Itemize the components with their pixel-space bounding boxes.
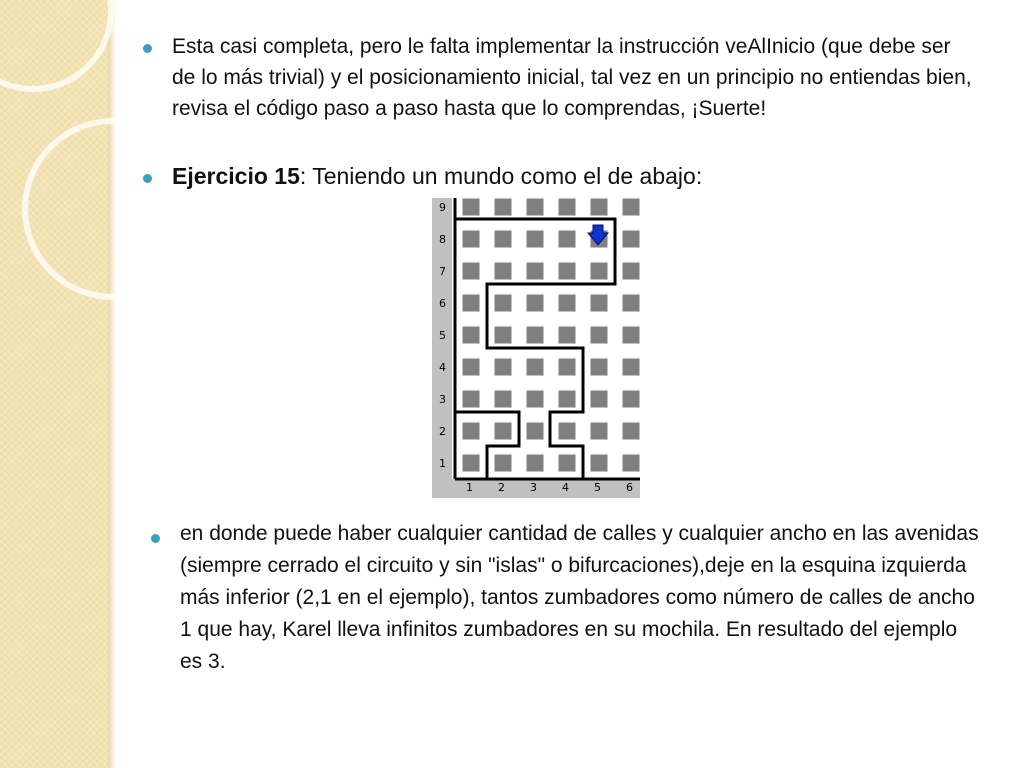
world-area	[452, 198, 640, 479]
world-block	[495, 391, 512, 408]
paragraph-2	[172, 161, 972, 192]
world-block	[623, 295, 640, 312]
world-block	[623, 455, 640, 472]
col-label: 5	[594, 481, 601, 494]
world-block	[591, 327, 608, 344]
paragraph-1	[172, 31, 972, 124]
col-label: 4	[562, 481, 569, 494]
row-label: 6	[439, 297, 446, 310]
world-block	[623, 423, 640, 440]
world-block	[623, 327, 640, 344]
world-block	[463, 359, 480, 376]
world-block	[591, 263, 608, 280]
world-block	[463, 391, 480, 408]
row-label: 7	[439, 265, 446, 278]
world-block	[527, 327, 544, 344]
bullet-1	[143, 44, 152, 53]
world-block	[559, 231, 576, 248]
col-label: 2	[498, 481, 505, 494]
world-block	[495, 327, 512, 344]
row-label: 5	[439, 329, 446, 342]
col-label: 1	[466, 481, 473, 494]
world-block	[559, 391, 576, 408]
karel-world-figure	[432, 198, 640, 498]
decorative-sidebar	[0, 0, 113, 768]
world-block	[559, 423, 576, 440]
world-block	[527, 359, 544, 376]
world-block	[495, 455, 512, 472]
world-block	[463, 455, 480, 472]
world-block	[623, 199, 640, 216]
world-block	[623, 391, 640, 408]
row-label: 3	[439, 393, 446, 406]
world-block	[463, 295, 480, 312]
world-block	[559, 327, 576, 344]
paragraph-3	[180, 518, 980, 678]
world-block	[591, 455, 608, 472]
world-block	[495, 295, 512, 312]
world-block	[527, 423, 544, 440]
row-label: 4	[439, 361, 446, 374]
world-block	[559, 359, 576, 376]
bullet-3	[151, 534, 160, 543]
world-block	[591, 423, 608, 440]
row-label: 2	[439, 425, 446, 438]
world-block	[591, 391, 608, 408]
world-block	[623, 231, 640, 248]
world-block	[463, 423, 480, 440]
world-block	[495, 359, 512, 376]
world-block	[527, 231, 544, 248]
world-block	[527, 391, 544, 408]
world-block	[559, 455, 576, 472]
col-label: 3	[530, 481, 537, 494]
world-block	[527, 199, 544, 216]
world-block	[591, 199, 608, 216]
world-block	[527, 455, 544, 472]
col-label: 6	[626, 481, 633, 494]
row-label: 9	[439, 201, 446, 214]
world-block	[463, 263, 480, 280]
row-label: 8	[439, 233, 446, 246]
row-label: 1	[439, 457, 446, 470]
world-block	[559, 263, 576, 280]
world-block	[495, 263, 512, 280]
sidebar-edge	[108, 0, 116, 768]
paragraph-1-text: Esta casi completa, pero le falta implementar la instrucción veAlInicio (que debe ser de lo más trivial) y el posicionamiento inicial, tal vez en un principio no entiendas bien, revisa el código paso a paso hasta que lo comprendas, ¡Suerte!	[172, 35, 972, 120]
exercise-heading: Ejercicio 15	[172, 163, 300, 189]
world-block	[623, 263, 640, 280]
world-block	[495, 199, 512, 216]
decorative-ring-bottom	[22, 118, 204, 300]
exercise-intro: : Teniendo un mundo como el de abajo:	[299, 163, 703, 189]
world-block	[623, 359, 640, 376]
row-labels	[439, 201, 446, 470]
world-block	[495, 231, 512, 248]
world-block	[527, 263, 544, 280]
world-block	[559, 295, 576, 312]
paragraph-3-text: en donde puede haber cualquier cantidad de calles y cualquier ancho en las avenidas (siempre cerrado el circuito y sin "islas" o bifurcaciones),deje en la esquina izquierda más inferior (2,1 en el ejemplo), tantos zumbadores como número de calles de ancho 1 que hay, Karel lleva infinitos zumbadores en su mochila. En resultado del ejemplo es 3.	[180, 522, 979, 673]
bullet-2	[143, 174, 152, 183]
world-block	[463, 231, 480, 248]
world-block	[591, 359, 608, 376]
world-block	[559, 199, 576, 216]
world-block	[527, 295, 544, 312]
world-block	[463, 327, 480, 344]
world-block	[591, 295, 608, 312]
world-block	[463, 199, 480, 216]
world-block	[495, 423, 512, 440]
